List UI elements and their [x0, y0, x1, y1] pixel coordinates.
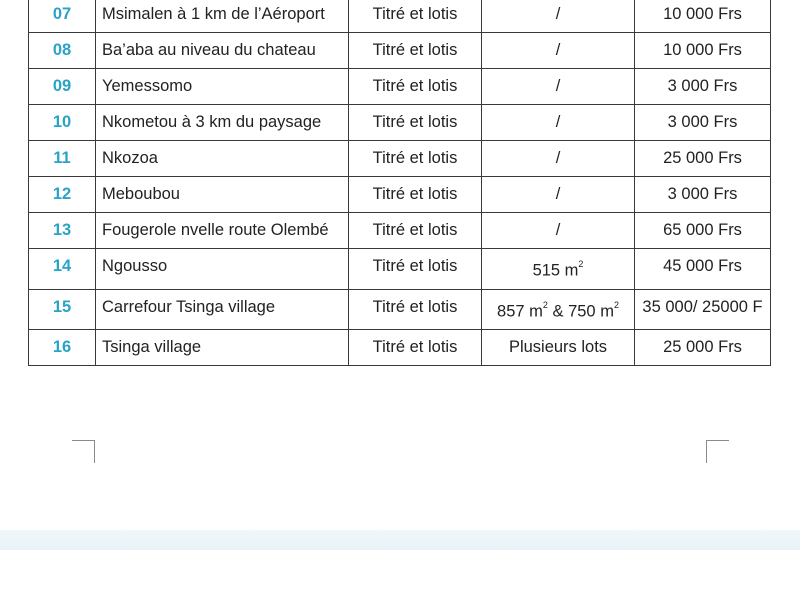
row-number: 13	[29, 213, 96, 249]
price-cell: 10 000 Frs	[635, 33, 771, 69]
table-row	[29, 213, 771, 249]
location-cell: Ba’aba au niveau du chateau	[96, 33, 349, 69]
location-cell: Msimalen à 1 km de l’Aéroport	[96, 0, 349, 33]
price-cell: 25 000 Frs	[635, 141, 771, 177]
location-cell: Fougerole nvelle route Olembé	[96, 213, 349, 249]
location-cell: Yemessomo	[96, 69, 349, 105]
crop-mark-left	[72, 440, 95, 463]
area-value: /	[555, 221, 561, 239]
status-cell: Titré et lotis	[349, 33, 482, 69]
location-cell: Carrefour Tsinga village	[96, 289, 349, 330]
status-cell: Titré et lotis	[349, 177, 482, 213]
area-cell	[482, 289, 635, 330]
location-cell: Meboubou	[96, 177, 349, 213]
crop-mark-right	[706, 440, 729, 463]
table-row	[29, 249, 771, 290]
table-row	[29, 33, 771, 69]
area-cell	[482, 249, 635, 290]
area-cell	[482, 69, 635, 105]
area-value: /	[555, 113, 561, 131]
location-cell: Tsinga village	[96, 330, 349, 366]
area-cell	[482, 0, 635, 33]
price-cell: 65 000 Frs	[635, 213, 771, 249]
table-body	[29, 0, 771, 366]
location-cell: Ngousso	[96, 249, 349, 290]
area-value: & 750 m	[547, 302, 614, 320]
row-number: 14	[29, 249, 96, 290]
area-value: /	[555, 41, 561, 59]
status-cell: Titré et lotis	[349, 69, 482, 105]
row-number: 10	[29, 105, 96, 141]
table-row	[29, 177, 771, 213]
area-value: Plusieurs lots	[508, 338, 608, 356]
price-cell: 25 000 Frs	[635, 330, 771, 366]
area-cell	[482, 330, 635, 366]
status-cell: Titré et lotis	[349, 213, 482, 249]
status-cell: Titré et lotis	[349, 249, 482, 290]
row-number: 11	[29, 141, 96, 177]
price-cell: 45 000 Frs	[635, 249, 771, 290]
price-cell: 10 000 Frs	[635, 0, 771, 33]
location-cell: Nkozoa	[96, 141, 349, 177]
status-cell: Titré et lotis	[349, 105, 482, 141]
area-cell	[482, 105, 635, 141]
row-number: 15	[29, 289, 96, 330]
land-listing-table	[28, 0, 771, 366]
area-value: /	[555, 5, 561, 23]
row-number: 09	[29, 69, 96, 105]
area-cell	[482, 33, 635, 69]
area-value: 857 m	[497, 302, 543, 320]
area-unit-exponent: 2	[578, 259, 584, 269]
table-row	[29, 0, 771, 33]
area-unit-exponent: 2	[613, 299, 619, 310]
area-cell	[482, 177, 635, 213]
price-cell: 3 000 Frs	[635, 69, 771, 105]
table-row	[29, 69, 771, 105]
area-cell	[482, 141, 635, 177]
area-cell	[482, 213, 635, 249]
area-value: /	[555, 185, 561, 203]
table-row	[29, 105, 771, 141]
status-cell: Titré et lotis	[349, 289, 482, 330]
row-number: 08	[29, 33, 96, 69]
price-cell: 3 000 Frs	[635, 105, 771, 141]
area-unit-exponent: 2	[542, 299, 548, 310]
area-value: /	[555, 149, 561, 167]
area-value: 515 m	[532, 261, 579, 280]
area-value: /	[555, 77, 561, 95]
row-number: 12	[29, 177, 96, 213]
row-number: 07	[29, 0, 96, 33]
page-bottom-band	[0, 530, 800, 550]
location-cell: Nkometou à 3 km du paysage	[96, 105, 349, 141]
price-cell: 3 000 Frs	[635, 177, 771, 213]
table-row	[29, 289, 771, 330]
status-cell: Titré et lotis	[349, 141, 482, 177]
row-number: 16	[29, 330, 96, 366]
status-cell: Titré et lotis	[349, 330, 482, 366]
price-cell: 35 000/ 25000 F	[635, 289, 771, 330]
table-row	[29, 141, 771, 177]
status-cell: Titré et lotis	[349, 0, 482, 33]
table-row	[29, 330, 771, 366]
